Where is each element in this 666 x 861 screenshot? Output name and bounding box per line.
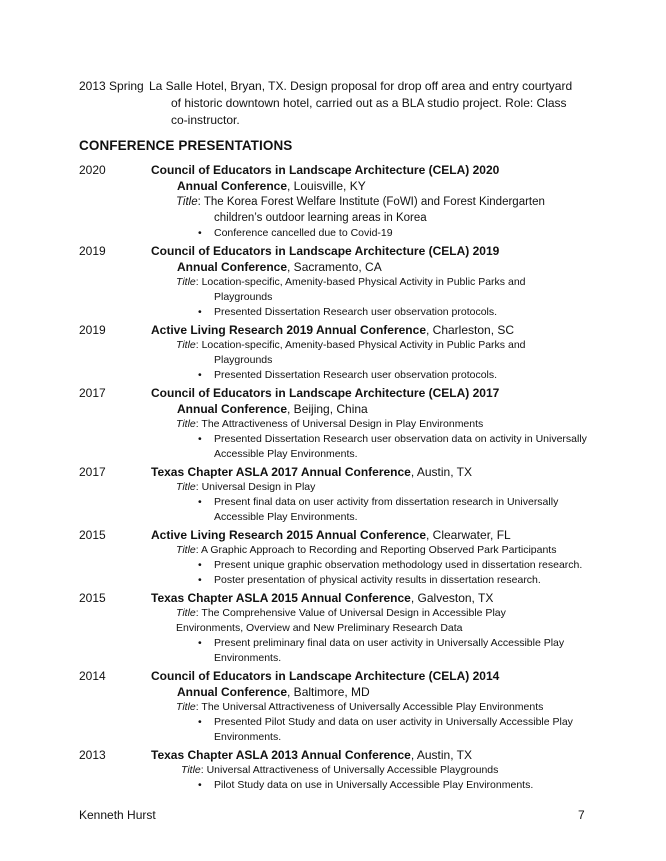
- title-label: Title: [176, 418, 196, 430]
- bullet-item: • Present unique graphic observation methodology used in dissertation research.: [196, 558, 599, 573]
- bullet-item: • Conference cancelled due to Covid-19: [196, 226, 599, 241]
- conference-entry: [79, 747, 599, 793]
- bullet-item: • Pilot Study data on use in Universally Accessible Play Environments.: [196, 778, 599, 793]
- bullet-item: • Presented Pilot Study and data on user activity in Universally Accessible Play Environments.: [196, 715, 599, 745]
- conference-name-line-2: Annual Conference: [177, 685, 288, 699]
- conference-location: , Galveston, TX: [410, 591, 494, 605]
- conference-name-line-2: Annual Conference: [177, 402, 288, 416]
- presentation-title: Title: Location-specific, Amenity-based Physical Activity in Public Parks and Playgrounds: [176, 275, 599, 305]
- conference-name-line-2: Annual Conference: [177, 179, 288, 193]
- title-line-1: Universal Design in Play: [201, 481, 316, 493]
- bullet-list: [196, 305, 599, 320]
- title-label: Title: [176, 701, 196, 713]
- bullet-list: [196, 432, 599, 462]
- conference-name-line-1: Texas Chapter ASLA 2015 Annual Conference: [151, 591, 411, 605]
- conference-name: [151, 243, 599, 275]
- title-line-1: Location-specific, Amenity-based Physical Activity in Public Parks and: [201, 276, 526, 288]
- entry-year: 2014: [79, 669, 106, 683]
- conference-location: , Beijing, China: [287, 402, 368, 416]
- conference-entry: [79, 590, 599, 666]
- conference-location: , Baltimore, MD: [287, 685, 370, 699]
- entry-year: 2013: [79, 748, 106, 762]
- conference-name: [151, 385, 599, 417]
- conference-location: , Louisville, KY: [287, 179, 366, 193]
- project-description-line-1: La Salle Hotel, Bryan, TX. Design proposal for drop off area and entry courtyard: [149, 79, 573, 93]
- bullet-list: [196, 226, 599, 241]
- presentation-title: Title: Location-specific, Amenity-based Physical Activity in Public Parks and Playgrounds: [176, 338, 599, 368]
- bullet-item: • Present preliminary final data on user activity in Universally Accessible Play Environments.: [196, 636, 599, 666]
- title-line-1: Location-specific, Amenity-based Physical Activity in Public Parks and: [201, 339, 526, 351]
- project-year: 2013 Spring: [79, 79, 144, 93]
- presentation-title: Title: The Attractiveness of Universal Design in Play Environments: [176, 418, 484, 430]
- conference-name: [151, 162, 599, 194]
- bullet-item: • Poster presentation of physical activity results in dissertation research.: [196, 573, 599, 588]
- conference-name: [151, 668, 599, 700]
- footer-author-name: Kenneth Hurst: [79, 808, 156, 822]
- title-line-1: A Graphic Approach to Recording and Reporting Observed Park Participants: [201, 544, 557, 556]
- entry-year: 2019: [79, 323, 106, 337]
- bullet-item: • Present final data on user activity from dissertation research in Universally Accessible Play Environments.: [196, 495, 599, 525]
- bullet-list: [196, 636, 599, 666]
- title-line-2: Playgrounds: [214, 354, 273, 366]
- title-line-1: The Comprehensive Value of Universal Design in Accessible Play: [201, 607, 506, 619]
- conference-name: [151, 322, 599, 338]
- conference-entry: [79, 322, 599, 383]
- conference-name-line-1: Texas Chapter ASLA 2013 Annual Conference: [151, 748, 411, 762]
- title-label: Title: [176, 339, 196, 351]
- conference-location: , Sacramento, CA: [287, 260, 382, 274]
- conference-list: [79, 162, 599, 795]
- conference-name-line-1: Council of Educators in Landscape Architecture (CELA) 2019: [151, 244, 500, 258]
- title-label: Title: [176, 196, 198, 208]
- title-label: Title: [176, 481, 196, 493]
- conference-entry: [79, 243, 599, 320]
- project-description-line-2: of historic downtown hotel, carried out as a BLA studio project. Role: Class: [171, 96, 567, 110]
- bullet-item: • Presented Dissertation Research user observation data on activity in Universally Accessible Play Environments.: [196, 432, 599, 462]
- conference-name-line-1: Active Living Research 2015 Annual Conference: [151, 528, 426, 542]
- title-label: Title: [176, 544, 196, 556]
- conference-entry: [79, 385, 599, 462]
- conference-location: , Clearwater, FL: [426, 528, 511, 542]
- footer-page-number: 7: [578, 808, 585, 822]
- entry-year: 2017: [79, 386, 106, 400]
- title-line-2: Environments, Overview and New Preliminary Research Data: [176, 622, 463, 634]
- section-heading: CONFERENCE PRESENTATIONS: [79, 138, 293, 153]
- conference-entry: [79, 162, 599, 241]
- entry-year: 2017: [79, 465, 106, 479]
- bullet-item: • Presented Dissertation Research user observation protocols.: [196, 305, 599, 320]
- project-description-line-3: co-instructor.: [171, 113, 240, 127]
- bullet-list: [196, 715, 599, 745]
- conference-name-line-1: Council of Educators in Landscape Architecture (CELA) 2020: [151, 163, 500, 177]
- presentation-title: Title: The Comprehensive Value of Universal Design in Accessible Play Environments, Overview and New Preliminary Research Data: [176, 606, 599, 636]
- conference-entry: [79, 668, 599, 745]
- bullet-list: [196, 495, 599, 525]
- title-label: Title: [181, 764, 201, 776]
- title-line-1: The Attractiveness of Universal Design in Play Environments: [201, 418, 484, 430]
- presentation-title: Title: Universal Attractiveness of Universally Accessible Playgrounds: [181, 764, 499, 776]
- conference-entry: [79, 527, 599, 588]
- conference-name-line-2: Annual Conference: [177, 260, 288, 274]
- bullet-list: [196, 368, 599, 383]
- title-line-1: Universal Attractiveness of Universally Accessible Playgrounds: [206, 764, 499, 776]
- conference-location: , Austin, TX: [410, 748, 473, 762]
- bullet-list: [196, 778, 599, 793]
- title-line-1: The Universal Attractiveness of Universally Accessible Play Environments: [201, 701, 544, 713]
- conference-name: [151, 590, 599, 606]
- conference-name-line-1: Council of Educators in Landscape Architecture (CELA) 2017: [151, 386, 500, 400]
- project-entry: [79, 78, 599, 129]
- conference-location: , Charleston, SC: [426, 323, 515, 337]
- entry-year: 2015: [79, 591, 106, 605]
- conference-name: [151, 464, 599, 480]
- bullet-list: [196, 558, 599, 588]
- conference-name-line-1: Active Living Research 2019 Annual Conference: [151, 323, 426, 337]
- presentation-title: Title: The Universal Attractiveness of Universally Accessible Play Environments: [176, 701, 544, 713]
- title-line-2: Playgrounds: [214, 291, 273, 303]
- entry-year: 2015: [79, 528, 106, 542]
- entry-year: 2019: [79, 244, 106, 258]
- presentation-title: Title: Universal Design in Play: [176, 481, 316, 493]
- title-label: Title: [176, 607, 196, 619]
- conference-entry: [79, 464, 599, 525]
- conference-name: [151, 527, 599, 543]
- conference-name-line-1: Texas Chapter ASLA 2017 Annual Conference: [151, 465, 411, 479]
- entry-year: 2020: [79, 163, 106, 177]
- bullet-item: • Presented Dissertation Research user observation protocols.: [196, 368, 599, 383]
- title-label: Title: [176, 276, 196, 288]
- conference-location: , Austin, TX: [410, 465, 473, 479]
- presentation-title: Title: A Graphic Approach to Recording and Reporting Observed Park Participants: [176, 544, 557, 556]
- conference-name: [151, 747, 599, 763]
- title-line-1: The Korea Forest Welfare Institute (FoWI) and Forest Kindergarten: [203, 196, 545, 208]
- conference-name-line-1: Council of Educators in Landscape Architecture (CELA) 2014: [151, 669, 500, 683]
- title-line-2: children’s outdoor learning areas in Korea: [214, 212, 427, 224]
- presentation-title: Title: The Korea Forest Welfare Institute (FoWI) and Forest Kindergarten children’s outdoor learning areas in Korea: [176, 194, 599, 226]
